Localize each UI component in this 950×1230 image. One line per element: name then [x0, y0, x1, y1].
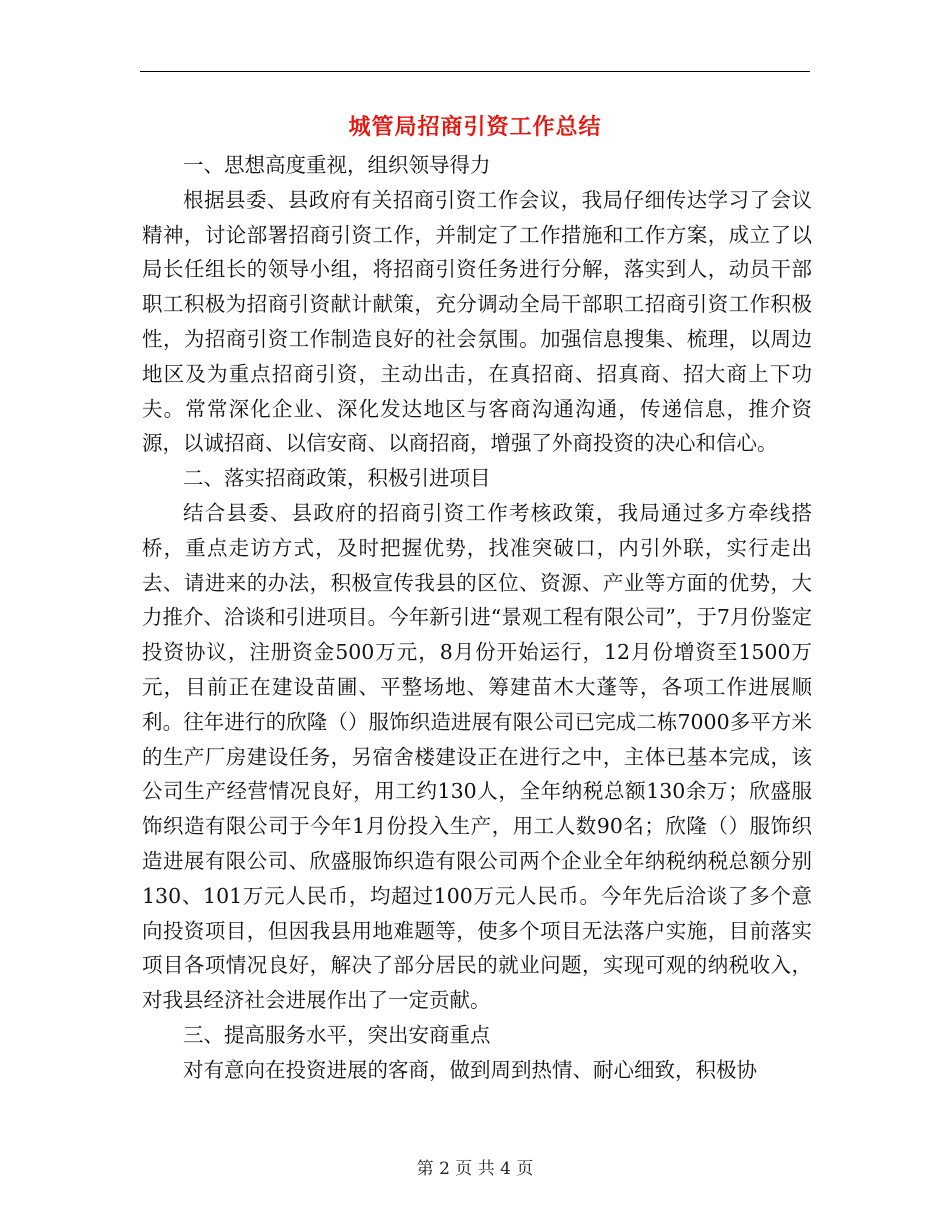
- page-footer: 第 2 页 共 4 页: [416, 1159, 534, 1179]
- section-heading-1: 一、思想高度重视，组织领导得力: [183, 153, 491, 177]
- document-title: 城管局招商引资工作总结: [348, 115, 602, 140]
- section-heading-3: 三、提高服务水平，突出安商重点: [183, 1022, 491, 1047]
- paragraph-2: 结合县委、县政府的招商引资工作考核政策，我局通过多方牵线搭桥，重点走访方式，及时把握优势，找准突破口，内引外联，实行走出去、请进来的办法，积极宣传我县的区位、资源、产业等方面的优势，大力推介、洽谈和引进项目。今年新引进“景观工程有限公司”，于7月份鉴定投资协议，注册资金500万元，8月份开始运行，12月份增资至1500万元，目前正在建设苗圃、平整场地、筹建苗木大蓬等，各项工作进展顺利。往年进行的欣隆（）服饰织造进展有限公司已完成二栋7000多平方米的生产厂房建设任务，另宿舍楼建设正在进行之中，主体已基本完成，该公司生产经营情况良好，用工约130人，全年纳税总额130余万；欣盛服饰织造有限公司于今年1月份投入生产，用工人数90名；欣隆（）服饰织造进展有限公司、欣盛服饰织造有限公司两个企业全年纳税纳税总额分别130、101万元人民币，均超过100万元人民币。今年先后洽谈了多个意向投资项目，但因我县用地难题等，使多个项目无法落户实施，目前落实项目各项情况良好，解决了部分居民的就业问题，实现可观的纳税收入，对我县经济社会进展作出了一定贡献。: [142, 500, 812, 1013]
- document-body: [142, 148, 812, 1088]
- section-heading-2: 二、落实招商政策，积极引进项目: [183, 466, 491, 491]
- paragraph-1: 根据县委、县政府有关招商引资工作会议，我局仔细传达学习了会议精神，讨论部署招商引资工作，并制定了工作措施和工作方案，成立了以局长任组长的领导小组，将招商引资任务进行分解，落实到人，动员干部职工积极为招商引资献计献策，充分调动全局干部职工招商引资工作积极性，为招商引资工作制造良好的社会氛围。加强信息搜集、梳理，以周边地区及为重点招商引资，主动出击，在真招商、招真商、招大商上下功夫。常常深化企业、深化发达地区与客商沟通沟通，传递信息，推介资源，以诚招商、以信安商、以商招商，增强了外商投资的决心和信心。: [142, 187, 812, 456]
- header-rule: [140, 71, 810, 72]
- paragraph-3: 对有意向在投资进展的客商，做到周到热情、耐心细致，积极协: [183, 1057, 757, 1082]
